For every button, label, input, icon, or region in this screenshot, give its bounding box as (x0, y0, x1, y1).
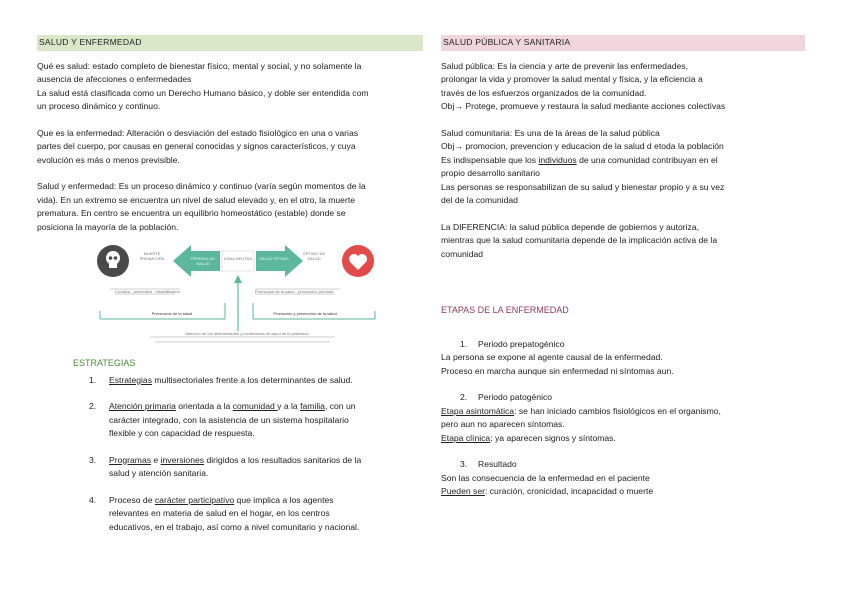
list-item: 1. Estrategias multisectoriales frente a los determinantes de salud. (89, 374, 353, 385)
paragraph-salud-comunitaria: Salud comunitaria: Es una de la áreas de la salud pública Obj→ promocion, prevencion y educacion de la salud d etoda la población Es indispensable que los individuos de una comunidad contribuyan en el propio desarrollo sanitario Las personas se responsabilizan de su salud y bienestar propio y a su vez del de la comunidad (441, 127, 725, 205)
box-promocion: Promoción y prevención de la salud (273, 311, 337, 316)
paragraph-salud-y-enfermedad: Salud y enfermedad: Es un proceso dinámico y continuo (varía según momentos de la vida). En un extremo se encuentra un nivel de salud elevado y, en el otro, la muerte prematura. En centro se encuentra un equilibrio homeostático (estable) donde se posiciona la mayoría de la población. (37, 181, 366, 232)
diagram-footer: Atención de los determinantes y condiciones de salud de la población (185, 331, 309, 336)
list-item: 4. Proceso de carácter participativo que implica a los agentes relevantes en materia de salud en el hogar, en los centros educativos, en el trabajo, así como a nivel comunitario y nacional. (89, 494, 360, 532)
section-header-salud-enfermedad: SALUD Y ENFERMEDAD (37, 35, 423, 51)
stage-prepatogenico: 1. Periodo prepatogénico La persona se expone al agente causal de la enfermedad. Proceso en marcha aunque sin enfermedad ni síntomas aun. (441, 338, 674, 376)
section-header-salud-publica: SALUD PÚBLICA Y SANITARIA (441, 35, 805, 51)
paragraph-salud-publica: Salud pública: Es la ciencia y arte de prevenir las enfermedades, prolongar la vida y promover la salud mental y física, y la eficiencia a través de los esfuerzos organizados de la comunidad. Obj→ Protege, promueve y restaura la salud mediante acciones colectivas (441, 60, 726, 111)
etapas-title: ETAPAS DE LA ENFERMEDAD (441, 305, 569, 315)
paragraph-diferencia: La DIFERENCIA: la salud pública depende de gobiernos y autoriza, mientras que la salud comunitaria depende de la implicación activa de la comunidad (441, 221, 718, 259)
box-prevencion: Prevención de la salud (151, 311, 193, 316)
label-small-right: Promoción de la salud · prevención primaria (255, 289, 334, 294)
neutral-zone-box (222, 251, 254, 271)
right-column (441, 35, 805, 512)
label-perdida-salud: PÉRDIDA DE SALUD (190, 256, 216, 266)
left-column (37, 35, 423, 547)
label-optimo-salud: ÓPTIMO DE SALUD (302, 251, 326, 261)
list-item: 2. Atención primaria orientada a la comunidad y a la familia, con un carácter integrado, con la asistencia de un sistema hospitalario flexible y con capacidad de respuesta. (89, 401, 356, 438)
strategies-list (37, 374, 423, 535)
health-continuum-diagram (37, 239, 423, 349)
strategies-title: ESTRATEGIAS (73, 358, 136, 368)
paragraph-que-es-salud: Qué es salud: estado completo de bienestar físico, mental y social, y no solamente la ausencia de afecciones o enfermedades La salud está clasificada como un Derecho Humano básico, y doble ser entendida com un proceso dinámico y continuo. (37, 60, 369, 111)
arrow-right-icon (256, 245, 303, 277)
paragraph-que-es-enfermedad: Que es la enfermedad: Alteración o desviación del estado fisiológico en una o varias partes del cuerpo, por causas en general conocidas y signos característicos, y cuya evolución es más o menos previsible. (37, 127, 359, 165)
label-salud-optima: SALUD ÓPTIMA (259, 256, 289, 261)
label-small-left: Curativa · preventiva · rehabilitadora (115, 289, 180, 294)
stage-patogenico: 2. Periodo patogénico Etapa asintomática: se han iniciado cambios fisiológicos en el organismo, pero aun no aparecen síntomas. Etapa clínica: ya aparecen signos y síntomas. (441, 392, 721, 443)
stage-resultado: 3. Resultado Son las consecuencia de la enfermedad en el paciente Pueden ser: curación, cronicidad, incapacidad o muerte (441, 459, 654, 496)
list-item: 3. Programas e inversiones dirigidos a los resultados sanitarios de la salud y atención sanitaria. (89, 454, 362, 478)
label-muerte-prematura: MUERTE PREMATURA (139, 251, 165, 261)
label-zona-neutra: ZONA NEUTRA (223, 256, 253, 261)
